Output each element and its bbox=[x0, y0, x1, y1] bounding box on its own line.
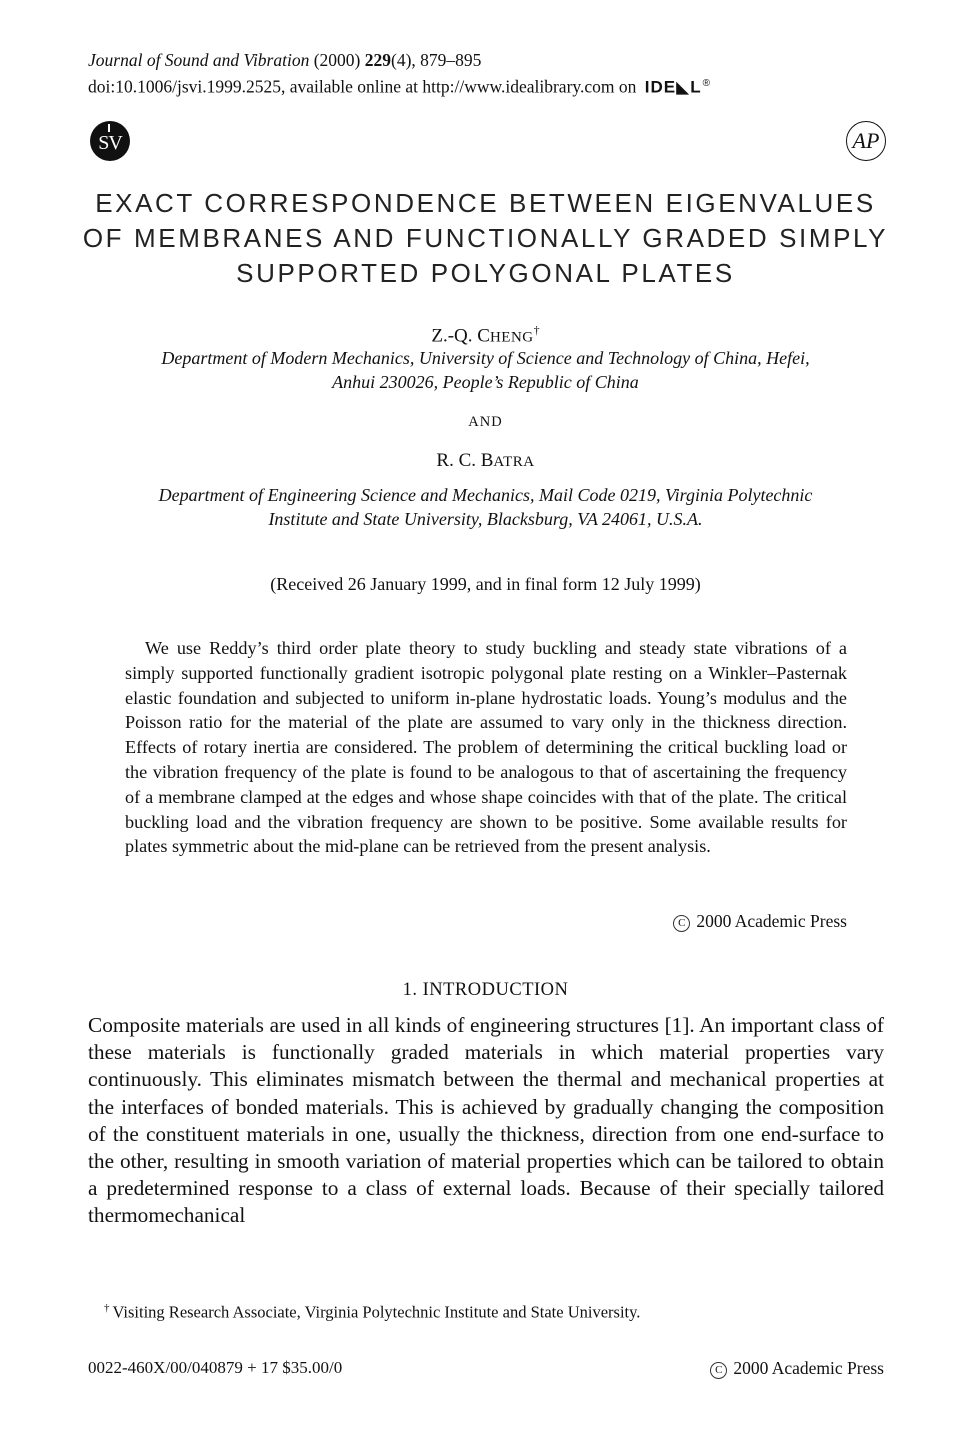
journal-volume: 229 bbox=[364, 50, 391, 70]
abstract-copyright bbox=[673, 911, 847, 932]
journal-issue-pages: (4), 879–895 bbox=[391, 50, 482, 70]
section-heading: 1. INTRODUCTION bbox=[402, 980, 569, 1000]
journal-name: Journal of Sound and Vibration bbox=[88, 50, 310, 70]
footnote-mark: † bbox=[104, 1302, 110, 1314]
sv-logo-text: SV bbox=[98, 132, 122, 154]
author-2 bbox=[60, 449, 911, 474]
footnote bbox=[104, 1302, 640, 1323]
doi-text[interactable]: doi:10.1006/jsvi.1999.2525, available online at http://www.idealibrary.com on bbox=[88, 76, 637, 97]
title-line-3: SUPPORTED POLYGONAL PLATES bbox=[236, 258, 735, 288]
author-2-initials: R. C. B bbox=[436, 450, 494, 471]
footer-article-code: 0022-460X/00/040879 + 17 $35.00/0 bbox=[88, 1358, 343, 1377]
author-1-footnote-mark: † bbox=[533, 323, 540, 337]
journal-citation bbox=[88, 48, 481, 72]
affiliation-1-line-2: Anhui 230026, People’s Republic of China bbox=[332, 372, 639, 392]
sv-logo-tick bbox=[108, 124, 110, 132]
affiliation-1 bbox=[60, 346, 911, 394]
introduction-paragraph: Composite materials are used in all kinds of engineering structures [1]. An important class of these materials is functionally graded materials in which material properties vary continuously. This eliminates mismatch between the thermal and mechanical properties at the interfaces of bonded materials. This is achieved by gradually changing the composition of the constituent materials in one, usually the thickness, direction from one end-surface to the other, resulting in smooth variation of material properties which can be tailored to obtain a predetermined response to a class of external loads. Because of their specially tailored thermomechanical bbox=[88, 1013, 884, 1228]
journal-year: (2000) bbox=[313, 50, 361, 70]
author-1-smallcaps: HENG bbox=[489, 329, 534, 346]
footnote-text: Visiting Research Associate, Virginia Polytechnic Institute and State University. bbox=[112, 1302, 641, 1322]
affiliation-2-line-2: Institute and State University, Blacksburg, VA 24061, U.S.A. bbox=[268, 509, 703, 529]
author-1 bbox=[60, 318, 911, 349]
sv-publisher-logo bbox=[90, 121, 130, 161]
academic-press-logo bbox=[846, 121, 886, 161]
affiliation-1-line-1: Department of Modern Mechanics, University of Science and Technology of China, Hefei, bbox=[161, 348, 810, 368]
paper-title bbox=[60, 186, 911, 291]
author-2-smallcaps: ATRA bbox=[493, 454, 535, 470]
ap-logo-text: AP bbox=[852, 128, 880, 153]
title-line-2: OF MEMBRANES AND FUNCTIONALLY GRADED SIMPLY bbox=[82, 223, 889, 253]
footer-copyright-text: 2000 Academic Press bbox=[733, 1358, 884, 1378]
registered-mark: ® bbox=[702, 78, 711, 89]
copyright-icon: C bbox=[673, 915, 690, 932]
received-dates: (Received 26 January 1999, and in final form 12 July 1999) bbox=[270, 574, 701, 594]
abstract: We use Reddy’s third order plate theory to study buckling and steady state vibrations of a simply supported functionally gradient isotropic polygonal plate resting on a Winkler–Pasternak elastic foundation and subjected to uniform in-plane hydrostatic loads. Young’s modulus and the Poisson ratio for the material of the plate are assumed to vary only in the thickness direction. Effects of rotary inertia are considered. The problem of determining the critical buckling load or the vibration frequency of the plate is found to be analogous to that of ascertaining the frequency of a membrane clamped at the edges and whose shape coincides with that of the plate. The critical buckling load and the vibration frequency are shown to be positive. Some available results for plates symmetric about the mid-plane can be retrieved from the present analysis. bbox=[125, 638, 847, 857]
copyright-icon: C bbox=[710, 1362, 727, 1379]
author-1-initials: Z.-Q. C bbox=[431, 325, 490, 347]
affiliation-2-line-1: Department of Engineering Science and Mechanics, Mail Code 0219, Virginia Polytechnic bbox=[158, 485, 813, 505]
and-separator: AND bbox=[468, 414, 503, 430]
ideal-logo-text: IDE◣L bbox=[644, 77, 702, 97]
title-line-1: EXACT CORRESPONDENCE BETWEEN EIGENVALUES bbox=[95, 188, 876, 218]
abstract-copyright-text: 2000 Academic Press bbox=[696, 911, 847, 931]
footer-copyright bbox=[710, 1358, 884, 1379]
doi-line bbox=[88, 72, 711, 100]
affiliation-2 bbox=[60, 483, 911, 531]
ideal-logo bbox=[645, 72, 711, 100]
